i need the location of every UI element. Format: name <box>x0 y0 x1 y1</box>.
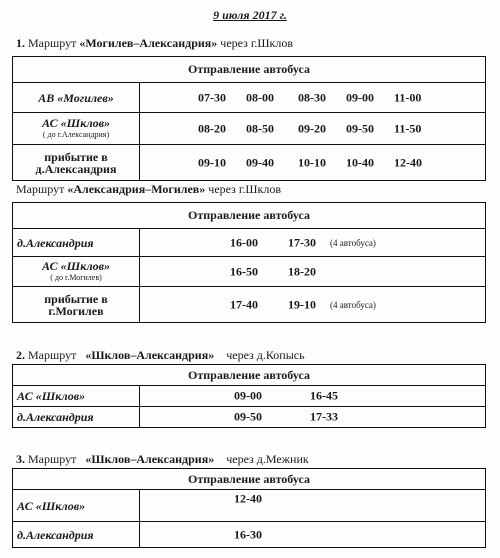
route-3-name: «Шклов–Александрия» <box>85 452 215 466</box>
times-cell <box>140 407 486 428</box>
time-value: 09-10 <box>198 155 226 169</box>
stop-cell: д.Александрия <box>13 522 140 548</box>
time-value: 19-10 <box>288 297 316 311</box>
table-header: Отправление автобуса <box>13 365 486 386</box>
times-cell <box>140 490 486 522</box>
route-1-table <box>12 56 486 181</box>
table-row <box>13 229 486 257</box>
stop-cell: АС «Шклов» <box>13 386 140 407</box>
route-1b-via: через г.Шклов <box>208 182 282 196</box>
table-row <box>13 257 486 287</box>
route-1b-label: Маршрут <box>16 182 65 196</box>
route-3-label: Маршрут <box>28 452 77 466</box>
table-header: Отправление автобуса <box>13 203 486 229</box>
route-2-label: Маршрут <box>28 348 77 362</box>
time-value: 18-20 <box>288 264 316 278</box>
route-3-table <box>12 468 486 548</box>
route-2-name: «Шклов–Александрия» <box>85 348 215 362</box>
route-1b-table <box>12 202 486 323</box>
times-cell <box>140 522 486 548</box>
route-1-name: «Могилев–Александрия» <box>79 36 218 50</box>
times-cell <box>140 83 486 113</box>
table-header-row <box>13 365 486 386</box>
time-value: 09-20 <box>298 121 326 135</box>
stop-cell: прибытие в г.Могилев <box>13 287 140 323</box>
route-1-label: Маршрут <box>28 36 77 50</box>
bus-count-note: (4 автобуса) <box>330 299 376 310</box>
table-header-row <box>13 57 486 83</box>
bus-count-note: (4 автобуса) <box>330 237 376 248</box>
stop-cell: АС «Шклов» <box>13 490 140 522</box>
time-value: 16-45 <box>310 388 338 403</box>
table-header-row <box>13 203 486 229</box>
time-value: 09-40 <box>246 155 274 169</box>
table-row <box>13 386 486 407</box>
stop-cell: д.Александрия <box>13 229 140 257</box>
times-cell <box>140 145 486 181</box>
table-row <box>13 407 486 428</box>
time-value: 09-50 <box>346 121 374 135</box>
stop-cell: АВ «Могилев» <box>13 83 140 113</box>
route-3-via: через д.Межник <box>226 452 309 466</box>
time-value: 09-50 <box>234 409 262 424</box>
stop-cell: д.Александрия <box>13 407 140 428</box>
table-row <box>13 83 486 113</box>
route-1b-title <box>16 182 281 197</box>
route-2-number: 2. <box>16 348 25 362</box>
table-header: Отправление автобуса <box>13 57 486 83</box>
time-value: 16-30 <box>234 527 262 541</box>
schedule-date: 9 июля 2017 г. <box>213 8 287 22</box>
route-3-title <box>16 452 309 467</box>
times-cell <box>140 287 486 323</box>
time-value: 16-00 <box>230 235 258 249</box>
time-value: 16-50 <box>230 264 258 278</box>
time-value: 08-50 <box>246 121 274 135</box>
route-1-via: через г.Шклов <box>220 36 294 50</box>
table-header: Отправление автобуса <box>13 469 486 490</box>
time-value: 09-00 <box>234 388 262 403</box>
route-1-title <box>16 36 293 51</box>
times-cell <box>140 113 486 145</box>
table-row <box>13 113 486 145</box>
stop-cell: АС «Шклов» ( до г.Александрия) <box>13 113 140 145</box>
table-row <box>13 145 486 181</box>
time-value: 11-00 <box>394 90 422 104</box>
route-2-table <box>12 364 486 428</box>
time-value: 12-40 <box>234 491 262 506</box>
time-value: 08-00 <box>246 90 274 104</box>
time-value: 09-00 <box>346 90 374 104</box>
route-2-via: через д.Копысь <box>226 348 305 362</box>
time-value: 12-40 <box>394 155 422 169</box>
times-cell <box>140 229 486 257</box>
table-row <box>13 490 486 522</box>
route-3-number: 3. <box>16 452 25 466</box>
time-value: 10-10 <box>298 155 326 169</box>
times-cell <box>140 386 486 407</box>
time-value: 17-33 <box>310 409 338 424</box>
times-cell <box>140 257 486 287</box>
time-value: 17-30 <box>288 235 316 249</box>
table-header-row <box>13 469 486 490</box>
table-row <box>13 522 486 548</box>
time-value: 11-50 <box>394 121 422 135</box>
route-1-number: 1. <box>16 36 25 50</box>
stop-cell: АС «Шклов» ( до г.Могилев) <box>13 257 140 287</box>
time-value: 10-40 <box>346 155 374 169</box>
time-value: 07-30 <box>198 90 226 104</box>
route-1b-name: «Александрия–Могилев» <box>67 182 206 196</box>
table-row <box>13 287 486 323</box>
stop-cell: прибытие в д.Александрия <box>13 145 140 181</box>
route-2-title <box>16 348 305 363</box>
time-value: 08-30 <box>298 90 326 104</box>
time-value: 17-40 <box>230 297 258 311</box>
time-value: 08-20 <box>198 121 226 135</box>
